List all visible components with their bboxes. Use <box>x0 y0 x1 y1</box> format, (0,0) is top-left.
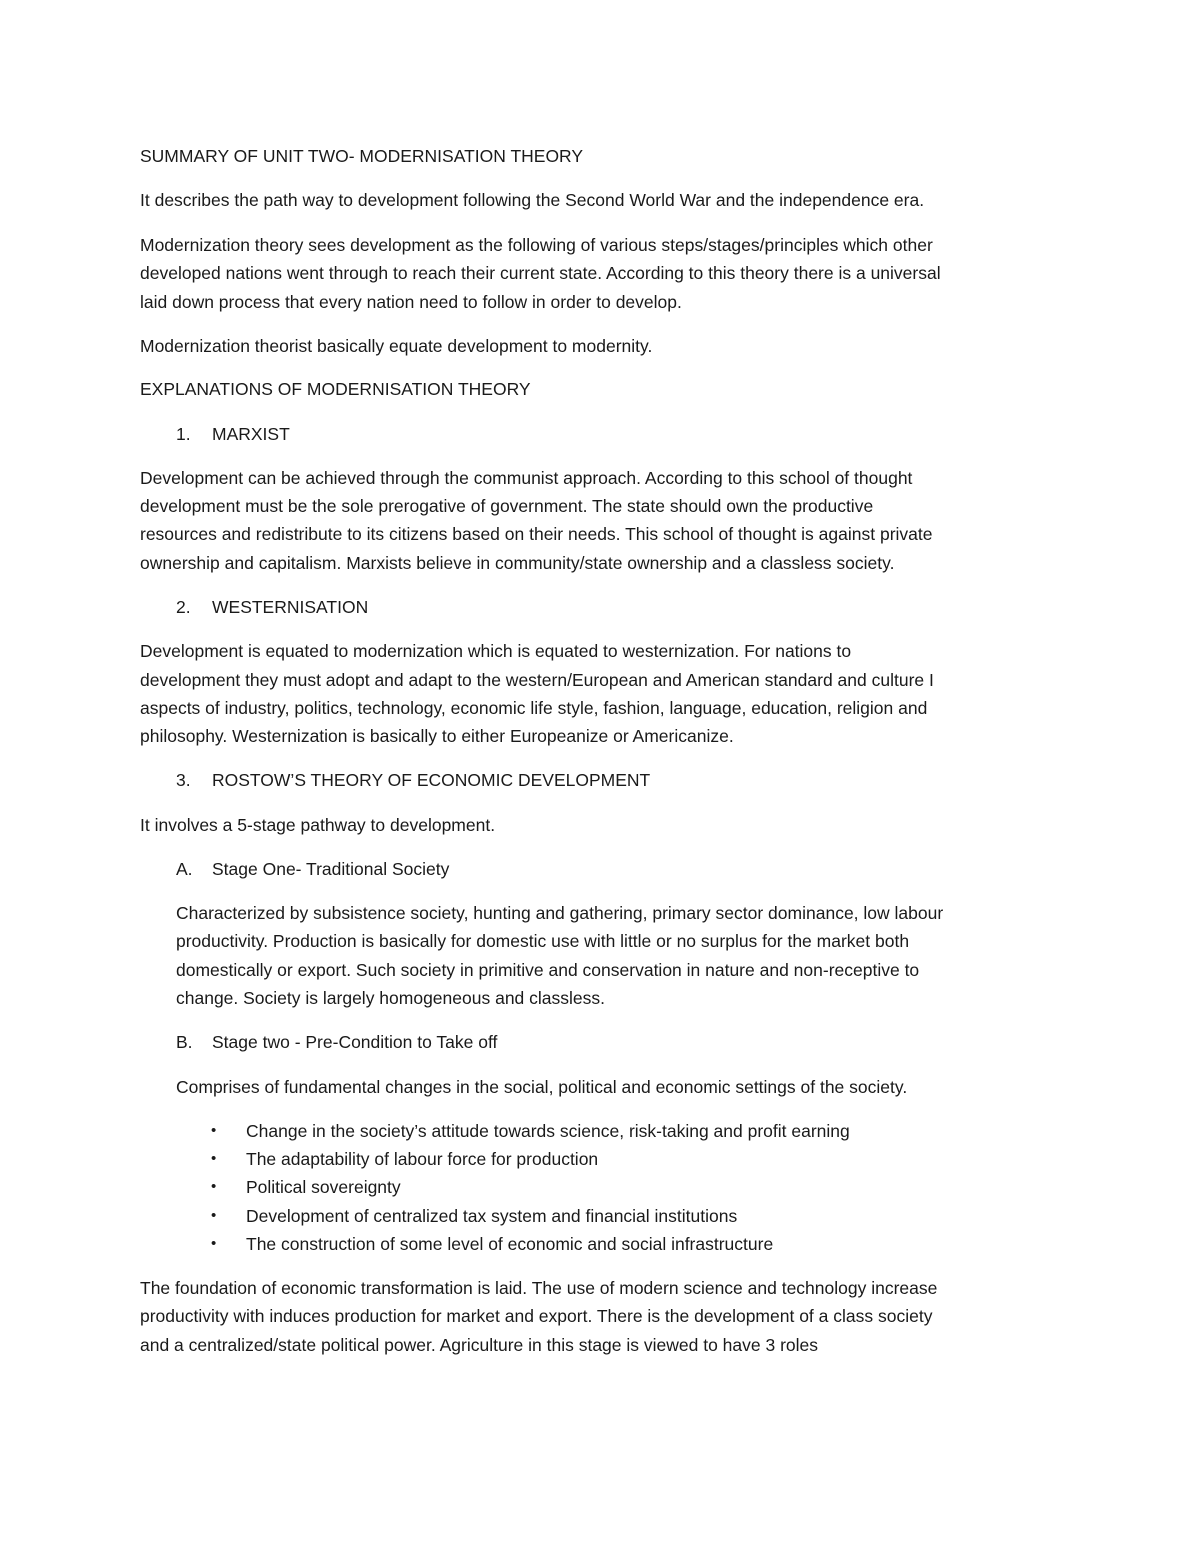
list-letter: B. <box>176 1032 193 1052</box>
paragraph-line: development must be the sole prerogative of government. The state should own the productive <box>140 496 874 516</box>
rostow-intro: It involves a 5-stage pathway to development. <box>140 815 496 835</box>
paragraph-line: developed nations went through to reach their current state. According to this theory there is a universal <box>140 263 941 283</box>
paragraph-line: Development is equated to modernization which is equated to westernization. For nations to <box>140 641 852 661</box>
theorist-paragraph: Modernization theorist basically equate development to modernity. <box>140 336 653 356</box>
paragraph-line: Development can be achieved through the communist approach. According to this school of thought <box>140 468 913 488</box>
bullet-text: The adaptability of labour force for production <box>246 1149 599 1169</box>
paragraph-line: The foundation of economic transformation is laid. The use of modern science and technology increase <box>140 1278 938 1298</box>
bullet-text: Development of centralized tax system and financial institutions <box>246 1206 738 1226</box>
bullet-icon: • <box>211 1178 217 1195</box>
paragraph-line: ownership and capitalism. Marxists believe in community/state ownership and a classless society. <box>140 553 895 573</box>
stage-one-heading: Stage One- Traditional Society <box>212 859 450 879</box>
list-number: 2. <box>176 597 191 617</box>
stage-two-heading: Stage two - Pre-Condition to Take off <box>212 1032 498 1052</box>
paragraph-line: and a centralized/state political power. Agriculture in this stage is viewed to have 3 roles <box>140 1335 819 1355</box>
paragraph-line: development they must adopt and adapt to the western/European and American standard and culture I <box>140 670 934 690</box>
bullet-text: Political sovereignty <box>246 1177 401 1197</box>
rostow-heading: ROSTOW’S THEORY OF ECONOMIC DEVELOPMENT <box>212 770 651 790</box>
westernisation-heading: WESTERNISATION <box>212 597 369 617</box>
paragraph-line: productivity with induces production for market and export. There is the development of a class society <box>140 1306 933 1326</box>
paragraph-line: change. Society is largely homogeneous and classless. <box>176 988 605 1008</box>
explanations-heading: EXPLANATIONS OF MODERNISATION THEORY <box>140 379 531 399</box>
paragraph-line: Modernization theory sees development as the following of various steps/stages/principles which other <box>140 235 933 255</box>
bullet-icon: • <box>211 1235 217 1252</box>
intro-paragraph: It describes the path way to development following the Second World War and the independence era. <box>140 190 925 210</box>
bullet-text: The construction of some level of economic and social infrastructure <box>246 1234 774 1254</box>
paragraph-line: domestically or export. Such society in primitive and conservation in nature and non-receptive to <box>176 960 920 980</box>
marxist-heading: MARXIST <box>212 424 290 444</box>
paragraph-line: aspects of industry, politics, technology, economic life style, fashion, language, education, religion and <box>140 698 928 718</box>
bullet-icon: • <box>211 1150 217 1167</box>
bullet-text: Change in the society’s attitude towards science, risk-taking and profit earning <box>246 1121 850 1141</box>
paragraph-line: Characterized by subsistence society, hunting and gathering, primary sector dominance, low labour <box>176 903 944 923</box>
paragraph-line: laid down process that every nation need to follow in order to develop. <box>140 292 682 312</box>
paragraph-line: philosophy. Westernization is basically to either Europeanize or Americanize. <box>140 726 734 746</box>
list-number: 3. <box>176 770 191 790</box>
bullet-icon: • <box>211 1122 217 1139</box>
paragraph-line: productivity. Production is basically for domestic use with little or no surplus for the market both <box>176 931 910 951</box>
bullet-icon: • <box>211 1207 217 1224</box>
list-letter: A. <box>176 859 193 879</box>
stage-two-intro: Comprises of fundamental changes in the social, political and economic settings of the society. <box>176 1077 908 1097</box>
document-title: SUMMARY OF UNIT TWO- MODERNISATION THEORY <box>140 146 584 166</box>
paragraph-line: resources and redistribute to its citizens based on their needs. This school of thought is against private <box>140 524 933 544</box>
list-number: 1. <box>176 424 191 444</box>
